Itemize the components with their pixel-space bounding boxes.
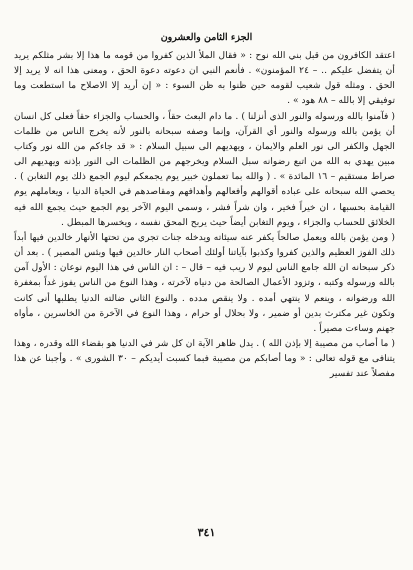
paragraph: ( فآمنوا بالله ورسوله والنور الذي أنزلنا ) . ما دام البعث حقاً ، والحساب والجزاء حقاً فعلى كل انسان أن يؤمن بالله ورسوله والنور أي القرآن، وإنما وصفه سبحانه بالنور لأنه يخرج الناس من ظلمات الجهل والكفر الى نور العلم والايمان ، ويهديهم الى سبيل السلام : « قد جاءكم من الله نور وكتاب مبين يهدي به الله من اتبع رضوانه سبل السلام ويخرجهم من الظلمات الى النور بإذنه ويهديهم الى صراط مستقيم – ١٦ المائدة » . ( والله بما تعملون خبير يوم يجمعكم ليوم الجمع ذلك يوم التغابن ) . يحصي الله سبحانه على عباده أقوالهم وأفعالهم وأهدافهم ومقاصدهم في الحياة الدنيا ، ويعاملهم يوم القيامة بحسبها ، ان خيراً فخير ، وان شراً فشر ، وسمي اليوم الآخر يوم الجمع حيث يجمع الله فيه الخلائق للحساب والجزاء ، ويوم التغابن أيضاً حيث يربح المحق نفسه ، ويخسرها المبطل .: [14, 110, 396, 228]
running-header: الجزء الثامن والعشرون: [160, 32, 253, 43]
page-number: ٣٤١: [197, 526, 216, 539]
paragraph: ( ما أصاب من مصيبة إلا بإذن الله ) . يدل ظاهر الآية ان كل شر في الدنيا هو بقضاء الله وقدره ، وهذا يتنافى مع قوله تعالى : « وما أصابكم من مصيبة فبما كسبت أيديكم – ٣٠ الشورى » . وأجبنا عن هذا مفصلاً عند تفسير: [14, 337, 395, 380]
paragraph: ( ومن يؤمن بالله ويعمل صالحاً يكفر عنه سيئاته ويدخله جنات تجري من تحتها الأنهار خالدين فيها أبداً ذلك الفوز العظيم والذين كفروا وكذبوا بآياتنا أولئك أصحاب النار خالدين فيها وبئس المصير ) . بعد أن ذكر سبحانه ان الله جامع الناس ليوم لا ريب فيه – قال – : ان الناس في هذا اليوم نوعان : الأول آمن بالله ورسوله وكتبه ، وتزود الأعمال الصالحة من دنياه لآخرته ، وهذا النوع من الناس يفوز غداً بمغفرة الله ورضوانه ، وينعم لا ينتهي أمده . ولا ينقص مدده . والنوع الثاني ضالته الدنيا يطلبها أنى كانت وتكون غير مكترث بدين أو ضمير ، ولا بحلال أو حرام ، وهذا النوع في الآخرة من الخاسرين ، مأواه جهنم وساءت مصيراً .: [14, 231, 395, 334]
page-body: [14, 48, 395, 381]
paragraph: اعتقد الكافرون من قبل بني الله نوح : « فقال الملأ الذين كفروا من قومه ما هذا إلا بشر مثلكم يريد أن يتفضل عليكم .. – ٢٤ المؤمنون» . فأنعم النبي ان دعوته دعوة الحق ، ومعنى هذا انه لا يريد إلا الحق . ومثله قول شعيب لقومه حين ظنوا به ظن السوء : « إن أريد إلا الاصلاح ما استطعت وما توفيقي إلا بالله – ٨٨ هود » .: [14, 50, 395, 107]
